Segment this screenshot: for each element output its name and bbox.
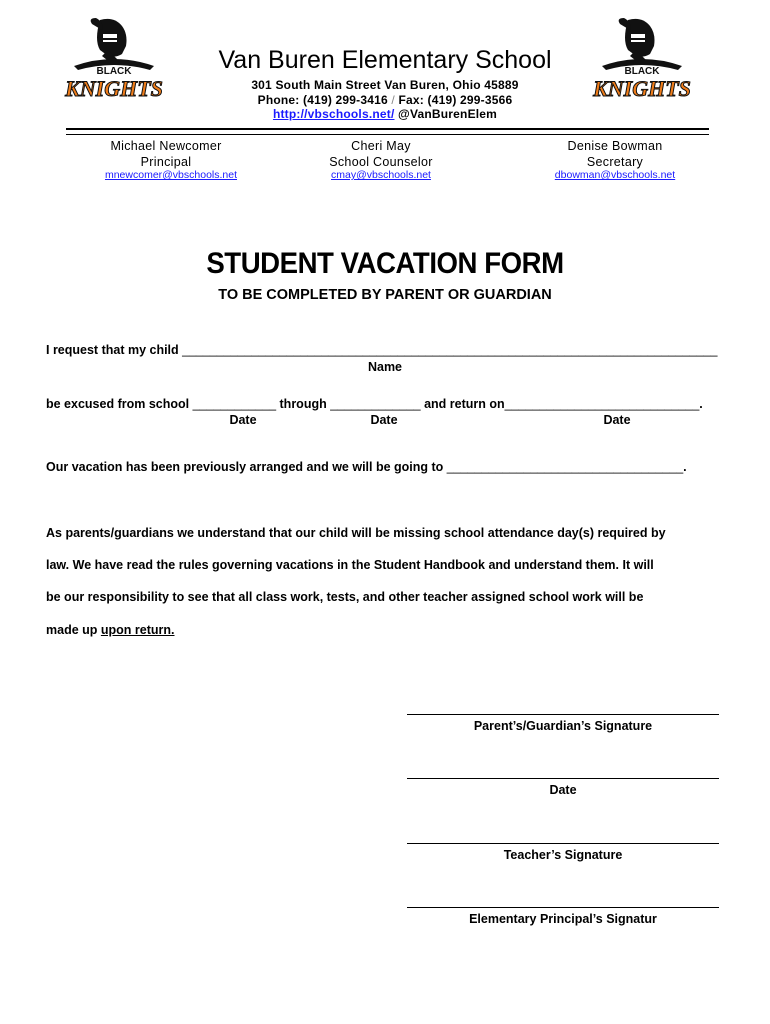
phone-number: Phone: (419) 299-3416 xyxy=(257,93,388,107)
destination-field[interactable]: __________________________________ xyxy=(446,460,684,474)
staff-counselor xyxy=(296,139,466,169)
child-name-line xyxy=(46,343,717,357)
header-rule-thin xyxy=(66,134,709,135)
principal-signature-label: Elementary Principal’s Signatur xyxy=(469,912,657,926)
email-link-principal[interactable]: mnewcomer@vbschools.net xyxy=(104,169,238,181)
policy-paragraph-line-3: be our responsibility to see that all class work, tests, and other teacher assigned school work will be xyxy=(46,590,644,604)
destination-line xyxy=(46,460,687,474)
website-link[interactable]: http://vbschools.net/ xyxy=(272,107,395,121)
contact-line xyxy=(150,93,620,107)
school-name: Van Buren Elementary School xyxy=(218,46,552,74)
policy-text-underlined: upon return. xyxy=(100,623,175,637)
email-link-secretary[interactable]: dbowman@vbschools.net xyxy=(554,169,676,181)
policy-paragraph-line-4 xyxy=(46,623,736,637)
logo-text-black: BLACK xyxy=(624,66,660,77)
separator: / xyxy=(391,93,399,107)
form-title: STUDENT VACATION FORM xyxy=(206,247,564,280)
excused-prefix: be excused from school xyxy=(46,397,190,411)
email-link-counselor[interactable]: cmay@vbschools.net xyxy=(331,169,431,181)
child-name-caption: Name xyxy=(367,360,403,374)
return-date-caption: Date xyxy=(603,413,631,427)
policy-paragraph-line-1: As parents/guardians we understand that our child will be missing school attendance day(s) required by xyxy=(46,526,666,540)
staff-principal xyxy=(86,139,246,169)
staff-role: Secretary xyxy=(586,155,644,169)
fax-number: Fax: (419) 299-3566 xyxy=(398,93,513,107)
black-knights-logo-left xyxy=(65,16,163,102)
web-line xyxy=(150,107,620,121)
staff-name: Cheri May xyxy=(351,139,411,153)
destination-prefix: Our vacation has been previously arranged and we will be going to xyxy=(46,460,444,474)
date-signature-line[interactable] xyxy=(407,778,719,779)
teacher-signature-label: Teacher’s Signature xyxy=(503,848,623,862)
return-label: and return on xyxy=(424,397,505,411)
child-name-prefix: I request that my child xyxy=(46,343,179,357)
staff-name: Michael Newcomer xyxy=(110,139,222,153)
logo-text-knights: KNIGHTS xyxy=(593,76,691,101)
dates-line xyxy=(46,397,703,411)
start-date-caption: Date xyxy=(229,413,257,427)
period: . xyxy=(683,460,687,474)
staff-role: Principal xyxy=(140,155,192,169)
form-subtitle: TO BE COMPLETED BY PARENT OR GUARDIAN xyxy=(218,287,552,303)
logo-text-knights: KNIGHTS xyxy=(65,76,163,101)
return-date-field[interactable]: ____________________________ xyxy=(504,397,700,411)
parent-signature-label: Parent’s/Guardian’s Signature xyxy=(473,719,653,733)
date-signature-label: Date xyxy=(549,783,577,797)
staff-role: School Counselor xyxy=(329,155,433,169)
parent-signature-line[interactable] xyxy=(407,714,719,715)
social-handle: @VanBurenElem xyxy=(398,107,498,121)
principal-signature-line[interactable] xyxy=(407,907,719,908)
through-label: through xyxy=(279,397,327,411)
end-date-field[interactable]: _____________ xyxy=(330,397,421,411)
staff-name: Denise Bowman xyxy=(567,139,663,153)
start-date-field[interactable]: ____________ xyxy=(192,397,277,411)
school-address: 301 South Main Street Van Buren, Ohio 45889 xyxy=(251,78,519,92)
policy-text: made up xyxy=(46,623,98,637)
child-name-field[interactable]: _____________________________________________________________________________ xyxy=(182,343,718,357)
staff-secretary xyxy=(530,139,700,169)
header-rule-thick xyxy=(66,128,709,130)
end-date-caption: Date xyxy=(370,413,398,427)
logo-text-black: BLACK xyxy=(96,66,132,77)
teacher-signature-line[interactable] xyxy=(407,843,719,844)
policy-paragraph-line-2: law. We have read the rules governing vacations in the Student Handbook and understand them. It will xyxy=(46,558,654,572)
period: . xyxy=(699,397,703,411)
